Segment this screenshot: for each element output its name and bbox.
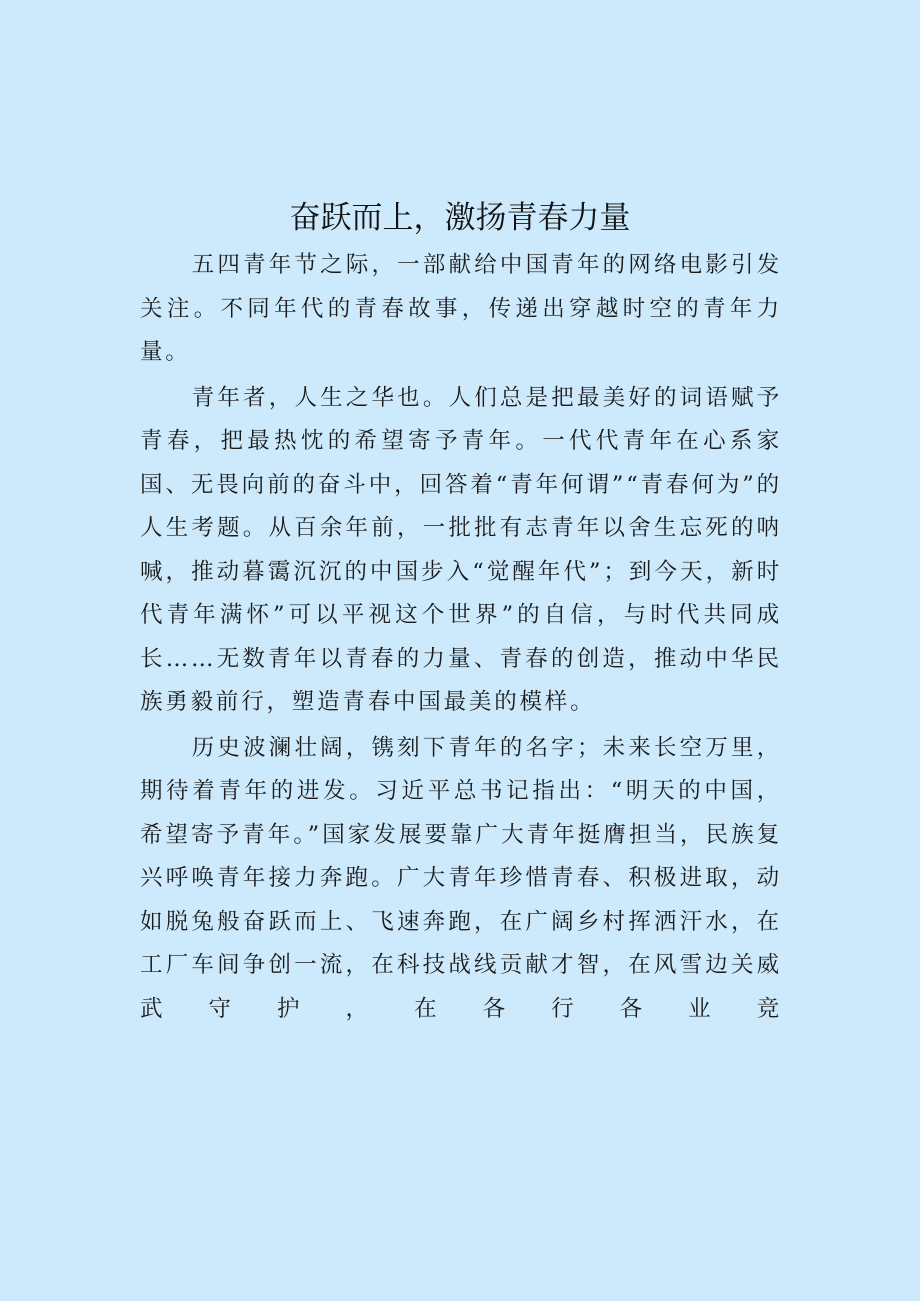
paragraph-3: 历史波澜壮阔，镌刻下青年的名字；未来长空万里，期待着青年的进发。习近平总书记指出：“明天的中国，希望寄予青年。”国家发展要靠广大青年挺膺担当，民族复兴呼唤青年接力奔跑。广大青年珍惜青春、积极进取，动如脱兔般奋跃而上、飞速奔跑，在广阔乡村挥洒汗水，在工厂车间争创一流，在科技战线贡献才智，在风雪边关威武守护，在各行各业竞 xyxy=(140,734,782,1022)
article-title: 奋跃而上，激扬青春力量 xyxy=(289,200,631,236)
paragraph-2: 青年者，人生之华也。人们总是把最美好的词语赋予青春，把最热忱的希望寄予青年。一代代青年在心系家国、无畏向前的奋斗中，回答着“青年何谓”“青春何为”的人生考题。从百余年前，一批批有志青年以舍生忘死的呐喊，推动暮霭沉沉的中国步入“觉醒年代”；到今天，新时代青年满怀”可以平视这个世界”的自信，与时代共同成长……无数青年以青春的力量、青春的创造，推动中华民族勇毅前行，塑造青春中国最美的模样。 xyxy=(140,384,782,715)
article-body xyxy=(140,244,782,1033)
paragraph-1: 五四青年节之际，一部献给中国青年的网络电影引发关注。不同年代的青春故事，传递出穿越时空的青年力量。 xyxy=(140,252,782,365)
